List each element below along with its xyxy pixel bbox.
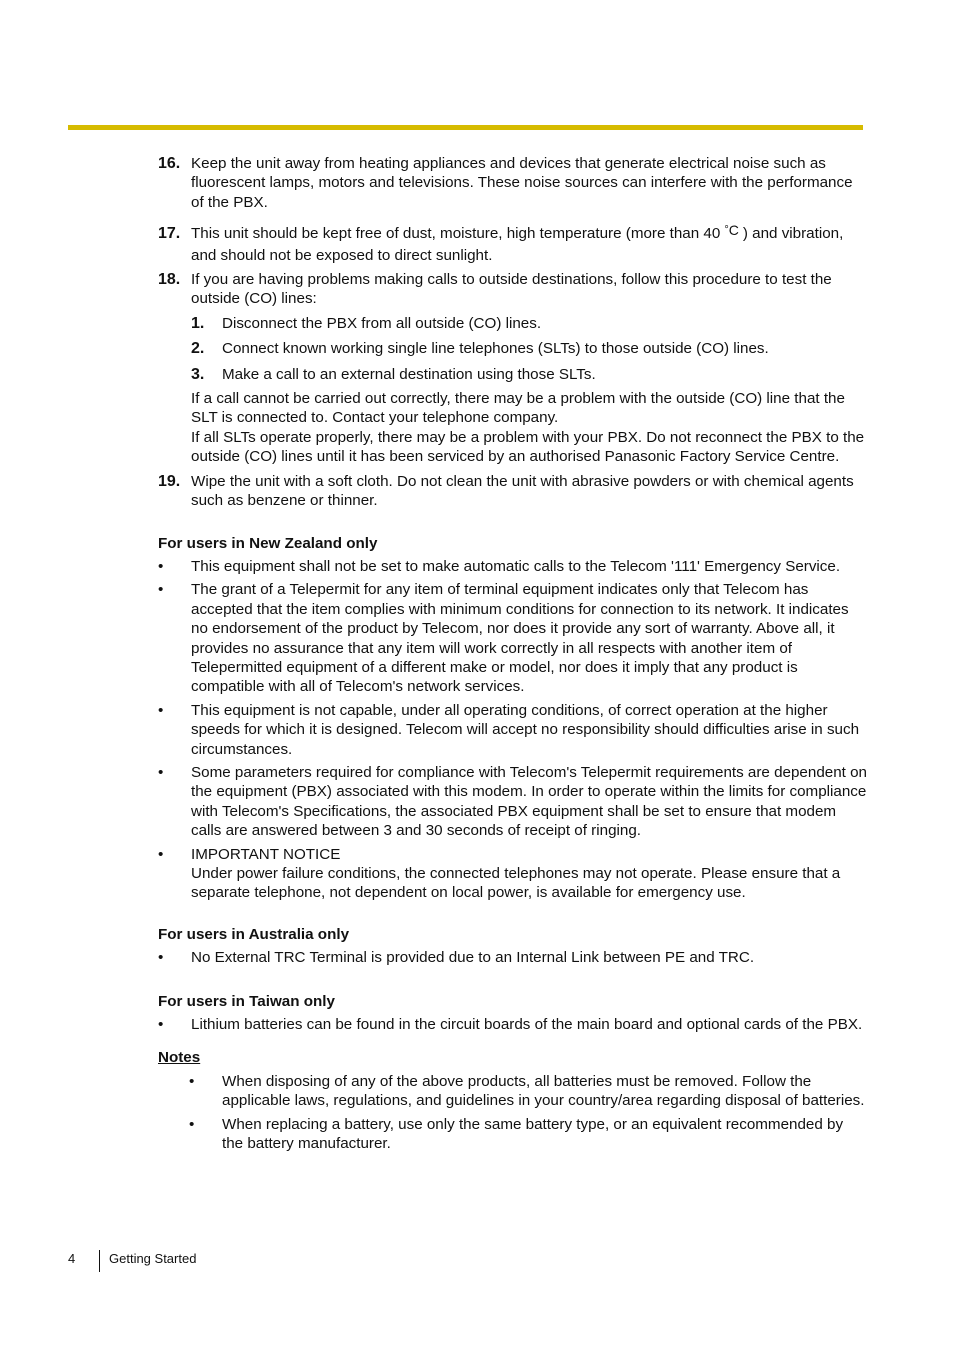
item-text: Keep the unit away from heating appliances and devices that generate electrical noise such as fluorescent lamps, motors and televisions. These noise sources can interfere with the performance of the PBX. — [191, 155, 853, 211]
step-3 — [191, 365, 868, 384]
degree-symbol: ° — [724, 224, 729, 237]
bullet-text: When disposing of any of the above products, all batteries must be removed. Follow the applicable laws, regulations, and guidelines in your country/area regarding disposal of batteries. — [222, 1072, 865, 1110]
item-text-before: This unit should be kept free of dust, moisture, high temperature (more than 40 — [191, 225, 721, 243]
section-title: Getting Started — [109, 1251, 197, 1266]
nz-bullet-4 — [158, 763, 868, 841]
au-heading: For users in Australia only — [158, 925, 350, 943]
bullet-dot: • — [158, 1016, 164, 1034]
bullet-dot: • — [158, 557, 164, 575]
step-text: Connect known working single line telephones (SLTs) to those outside (CO) lines. — [222, 340, 769, 358]
step-1 — [191, 314, 868, 333]
item-text: Wipe the unit with a soft cloth. Do not clean the unit with abrasive powders or with chemical agents such as benzene or thinner. — [191, 472, 854, 510]
list-item-18 — [158, 270, 868, 467]
nz-bullet-2 — [158, 580, 868, 696]
step-text: Disconnect the PBX from all outside (CO) lines. — [222, 314, 542, 332]
bullet-text: This equipment shall not be set to make automatic calls to the Telecom '111' Emergency Service. — [191, 557, 841, 575]
item-text — [191, 224, 868, 265]
item-number: 18. — [158, 271, 181, 289]
celsius-unit: C — [728, 222, 739, 239]
bullet-text: The grant of a Telepermit for any item of terminal equipment indicates only that Telecom has accepted that the item complies with minimum conditions for connection to its network. It indicates no endorsement of the product by Telecom, nor does it provide any sort of warranty. Above all, it provides no assurance that any item will work correctly in all respects with another item of Telepermitted equipment of a different make or model, nor does it imply that any product is compatible with all of Telecom's network services. — [191, 581, 849, 696]
step-number: 2. — [191, 340, 205, 358]
notes-bullet-2 — [158, 1115, 868, 1154]
footer-divider — [99, 1250, 100, 1272]
bullet-dot: • — [158, 949, 164, 967]
list-item-19 — [158, 472, 868, 511]
page-content — [158, 154, 868, 1153]
notes-heading: Notes — [158, 1049, 201, 1067]
bullet-dot: • — [158, 581, 164, 599]
bullet-text: When replacing a battery, use only the same battery type, or an equivalent recommended by the battery manufacturer. — [222, 1115, 844, 1153]
item-number: 19. — [158, 472, 181, 490]
item-number: 17. — [158, 225, 181, 243]
tw-bullet-1 — [158, 1015, 868, 1034]
step-number: 3. — [191, 365, 205, 383]
header-rule — [68, 125, 863, 130]
item-text: If you are having problems making calls to outside destinations, follow this procedure to test the outside (CO) lines: — [191, 271, 832, 308]
tw-heading: For users in Taiwan only — [158, 992, 335, 1010]
bullet-text: Lithium batteries can be found in the circuit boards of the main board and optional cards of the PBX. — [191, 1016, 863, 1034]
notes-bullet-1 — [158, 1072, 868, 1111]
bullet-dot: • — [158, 701, 164, 719]
step-result-text-1: If a call cannot be carried out correctly, there may be a problem with the outside (CO) line that the SLT is connected to. Contact your telephone company. — [191, 390, 845, 427]
step-number: 1. — [191, 314, 205, 332]
au-bullet-1 — [158, 948, 868, 967]
bullet-text: This equipment is not capable, under all operating conditions, of correct operation at the higher speeds for which it is designed. Telecom will accept no responsibility should difficulties arise in such circumstances. — [191, 701, 860, 758]
bullet-dot: • — [189, 1072, 195, 1090]
item-number: 16. — [158, 155, 181, 172]
nz-bullet-3 — [158, 701, 868, 759]
bullet-text: No External TRC Terminal is provided due to an Internal Link between PE and TRC. — [191, 949, 755, 967]
bullet-dot: • — [158, 845, 164, 863]
list-item-16 — [158, 154, 868, 212]
bullet-dot: • — [158, 763, 164, 781]
step-result-text-2: If all SLTs operate properly, there may be a problem with your PBX. Do not reconnect the PBX to the outside (CO) lines until it has been serviced by an authorised Panasonic Factory Service Centre. — [191, 428, 865, 466]
item-text-after: ) and vibration, and should not be exposed to direct sunlight. — [191, 225, 844, 264]
bullet-text: Some parameters required for compliance with Telecom's Telepermit requirements are dependent on the equipment (PBX) associated with this modem. In order to operate within the limits for compliance with Telecom's Specifications, the associated PBX equipment shall be set to ensure that modem calls are answered between 3 and 30 seconds of receipt of ringing. — [191, 763, 867, 840]
page-number: 4 — [68, 1251, 76, 1266]
nz-heading: For users in New Zealand only — [158, 534, 378, 552]
step-2 — [191, 339, 868, 358]
step-text: Make a call to an external destination using those SLTs. — [222, 365, 596, 383]
notice-title: IMPORTANT NOTICE — [191, 845, 341, 863]
nz-bullet-1 — [158, 557, 868, 576]
notice-text: Under power failure conditions, the connected telephones may not operate. Please ensure that a separate telephone, not dependent on local power, is available for emergency use. — [191, 865, 841, 902]
bullet-dot: • — [189, 1115, 195, 1133]
nz-bullet-notice — [158, 845, 868, 903]
list-item-17 — [158, 224, 868, 265]
